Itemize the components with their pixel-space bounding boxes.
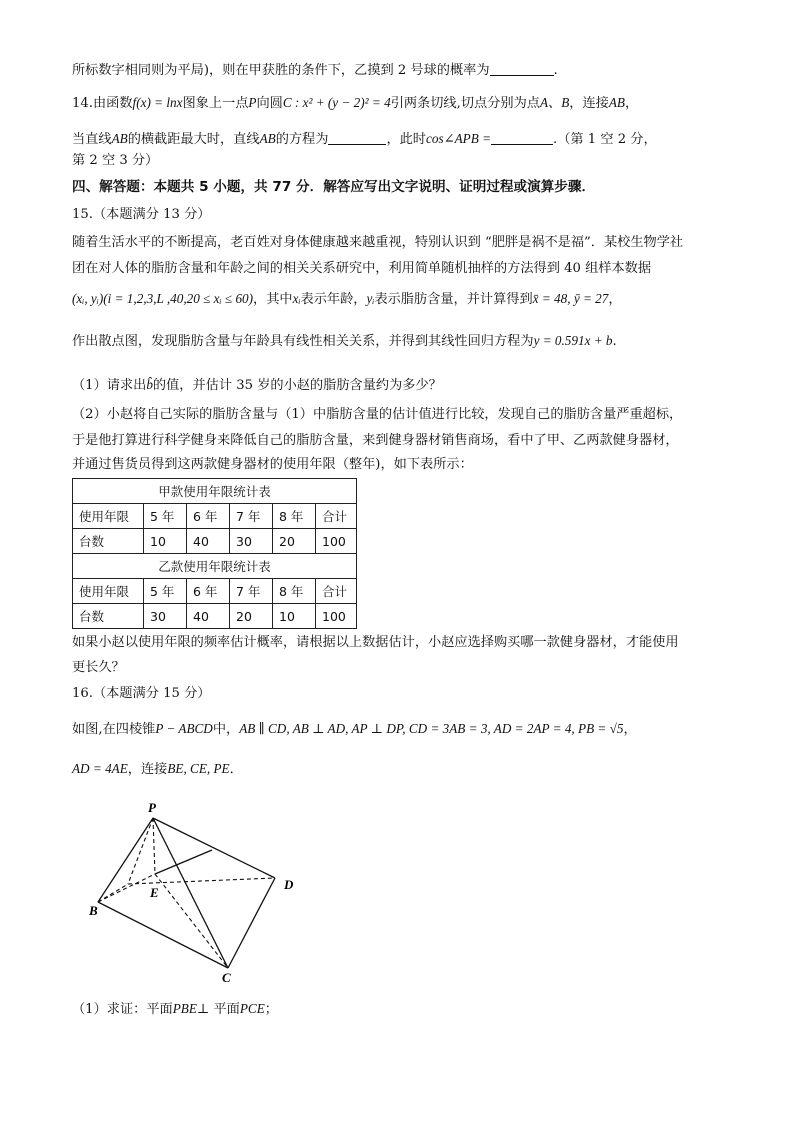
- table-cell: 合计: [316, 504, 357, 529]
- text: 作出散点图，发现脂肪含量与年龄具有线性相关关系，并得到其线性回归方程为: [72, 334, 534, 349]
- text: 如图,在四棱锥: [72, 722, 156, 737]
- edge-CE: [155, 874, 228, 968]
- math: PBE: [172, 1001, 197, 1016]
- edge-PE: [153, 818, 155, 874]
- math: A、B: [539, 95, 570, 110]
- table-cell: 7 年: [230, 504, 273, 529]
- math: BE, CE, PE: [167, 761, 230, 776]
- answer-blank: [328, 131, 386, 145]
- table-cell: 40: [187, 529, 230, 554]
- table-cell: 6 年: [187, 504, 230, 529]
- edge-BA: [98, 884, 128, 902]
- question-15-header: 15.（本题满分 13 分）: [72, 207, 211, 222]
- table-title-row: [73, 479, 357, 504]
- math: AB ∥ CD, AB ⊥ AD, AP ⊥ DP, CD = 3AB = 3, AD = 2AP = 4, PB = √5: [239, 721, 624, 736]
- q15-after-table-2: 更长久？: [72, 660, 125, 675]
- table-cell: 10: [144, 529, 187, 554]
- text: .（第 1 空 2 分，: [553, 132, 657, 147]
- answer-blank: [490, 62, 554, 76]
- text: 引两条切线,切点分别为点: [390, 96, 540, 111]
- edge-PB: [98, 818, 153, 902]
- table-yi-title: 乙款使用年限统计表: [73, 554, 357, 579]
- table-row: [73, 504, 357, 529]
- table-cell: 使用年限: [73, 579, 144, 604]
- text: .: [612, 334, 617, 349]
- vertex-label-B: B: [89, 903, 98, 918]
- math: f(x) = lnx: [132, 95, 183, 110]
- math: x̄ = 48, ȳ = 27: [532, 291, 609, 306]
- table-cell: 8 年: [273, 504, 316, 529]
- edge-AD: [128, 878, 275, 884]
- table-row: [73, 529, 357, 554]
- table-row: [73, 579, 357, 604]
- text: 14.由函数: [72, 96, 133, 111]
- text: （1）请求出: [72, 378, 147, 393]
- q15-subquestion-2-line1: （2）小赵将自己实际的脂肪含量与（1）中脂肪含量的估计值进行比较，发现自己的脂肪含量严重超标，: [72, 407, 683, 422]
- q15-subquestion-2-line2: 于是他打算进行科学健身来降低自己的脂肪含量，来到健身器材销售商场，看中了甲、乙两款健身器材，: [72, 433, 679, 448]
- question-14-line1: [72, 94, 638, 113]
- usage-tables: [72, 478, 357, 629]
- q15-paragraph-4: [72, 332, 617, 351]
- text: .: [553, 63, 558, 78]
- math: AB: [608, 95, 625, 110]
- q15-paragraph-3: [72, 290, 622, 309]
- text: 图象上一点: [182, 96, 249, 111]
- math: (xᵢ, yᵢ)(i = 1,2,3,L ,40,20 ≤ xᵢ ≤ 60): [72, 291, 254, 306]
- text: 表示脂肪含量，并计算得到: [374, 292, 533, 307]
- table-title-row: [73, 554, 357, 579]
- table-cell: 8 年: [273, 579, 316, 604]
- text: 的值，并估计 35 岁的小赵的脂肪含量约为多少？: [152, 378, 442, 393]
- text: （1）求证：平面: [72, 1002, 173, 1017]
- figure-edges: [98, 818, 275, 968]
- question-14-line3: 第 2 空 3 分）: [72, 153, 159, 168]
- q16-subquestion-1: [72, 1000, 278, 1019]
- table-cell: 合计: [316, 579, 357, 604]
- text: ，: [608, 292, 622, 307]
- regression-equation: y = 0.591x + b: [533, 333, 613, 348]
- section-heading: 四、解答题：本题共 5 小题，共 77 分．解答应写出文字说明、证明过程或演算步骤．: [72, 179, 596, 195]
- text: 中，: [212, 722, 240, 737]
- table-jia-title: 甲款使用年限统计表: [73, 479, 357, 504]
- math: P: [248, 95, 257, 110]
- aux-segment: [155, 850, 212, 874]
- q15-subquestion-2-line3: 并通过售货员得到这两款健身器材的使用年限（整年)，如下表所示：: [72, 457, 473, 472]
- b-hat-symbol: b̂: [146, 377, 153, 392]
- pyramid-figure: [80, 796, 320, 986]
- math: P − ABCD: [155, 721, 213, 736]
- figure-hidden-edges: [98, 818, 275, 968]
- table-cell: 20: [230, 604, 273, 629]
- text: ⊥ 平面: [196, 1002, 240, 1017]
- q15-subquestion-1: [72, 376, 442, 395]
- vertex-label-E: E: [150, 885, 159, 900]
- edge-PD: [153, 818, 275, 878]
- vector-relation: AD = 4AE: [72, 761, 128, 776]
- math: AB: [111, 131, 128, 146]
- text: ；: [264, 1002, 278, 1017]
- text: 向圆: [256, 96, 283, 111]
- table-cell: 7 年: [230, 579, 273, 604]
- prev-question-tail: [72, 62, 558, 80]
- math: cos∠APB =: [426, 131, 491, 146]
- text: ，此时: [386, 132, 426, 147]
- text: ，其中: [253, 292, 293, 307]
- table-cell: 20: [273, 529, 316, 554]
- text: 的方程为: [275, 132, 329, 147]
- math: C : x² + (y − 2)² = 4: [282, 95, 391, 110]
- table-cell: 台数: [73, 604, 144, 629]
- edge-CD: [228, 878, 275, 968]
- table-cell: 6 年: [187, 579, 230, 604]
- table-cell: 100: [316, 529, 357, 554]
- answer-blank: [491, 131, 553, 145]
- table-cell: 100: [316, 604, 357, 629]
- q16-paragraph-2: [72, 760, 243, 779]
- text: 表示年龄，: [300, 292, 367, 307]
- text: ，: [624, 96, 639, 111]
- math: xᵢ: [292, 291, 301, 306]
- table-cell: 30: [230, 529, 273, 554]
- math: PCE: [239, 1001, 265, 1016]
- table-cell: 10: [273, 604, 316, 629]
- q15-paragraph-1: 随着生活水平的不断提高，老百姓对身体健康越来越重视，特别认识到 “肥胖是祸不是福”．某校生物学社: [72, 235, 684, 250]
- text: 当直线: [72, 132, 112, 147]
- table-cell: 40: [187, 604, 230, 629]
- table-cell: 台数: [73, 529, 144, 554]
- q15-after-table-1: 如果小赵以使用年限的频率估计概率，请根据以上数据估计，小赵应选择购买哪一款健身器材，才能使用: [72, 635, 679, 650]
- vertex-label-D: D: [284, 877, 294, 892]
- q15-paragraph-2: 团在对人体的脂肪含量和年龄之间的相关关系研究中，利用简单随机抽样的方法得到 40 组样本数据: [72, 261, 652, 276]
- table-cell: 使用年限: [73, 504, 144, 529]
- edge-PC: [153, 818, 228, 968]
- vertex-label-P: P: [148, 800, 156, 815]
- table-cell: 5 年: [144, 504, 187, 529]
- vertex-label-C: C: [222, 970, 231, 985]
- text: 所标数字相同则为平局)，则在甲获胜的条件下，乙摸到 2 号球的概率为: [72, 63, 490, 78]
- text: ．: [229, 762, 243, 777]
- text: ，连接: [127, 762, 168, 777]
- question-16-header: 16.（本题满分 15 分）: [72, 686, 211, 701]
- question-14-line2: [72, 130, 657, 149]
- math: yᵢ: [366, 291, 375, 306]
- q16-paragraph-1: [72, 720, 637, 739]
- text: 的横截距最大时，直线: [127, 132, 260, 147]
- math: AB: [259, 131, 276, 146]
- text: ，连接: [569, 96, 609, 111]
- table-cell: 30: [144, 604, 187, 629]
- table-row: [73, 604, 357, 629]
- table-cell: 5 年: [144, 579, 187, 604]
- edge-BC: [98, 902, 228, 968]
- text: ，: [623, 722, 637, 737]
